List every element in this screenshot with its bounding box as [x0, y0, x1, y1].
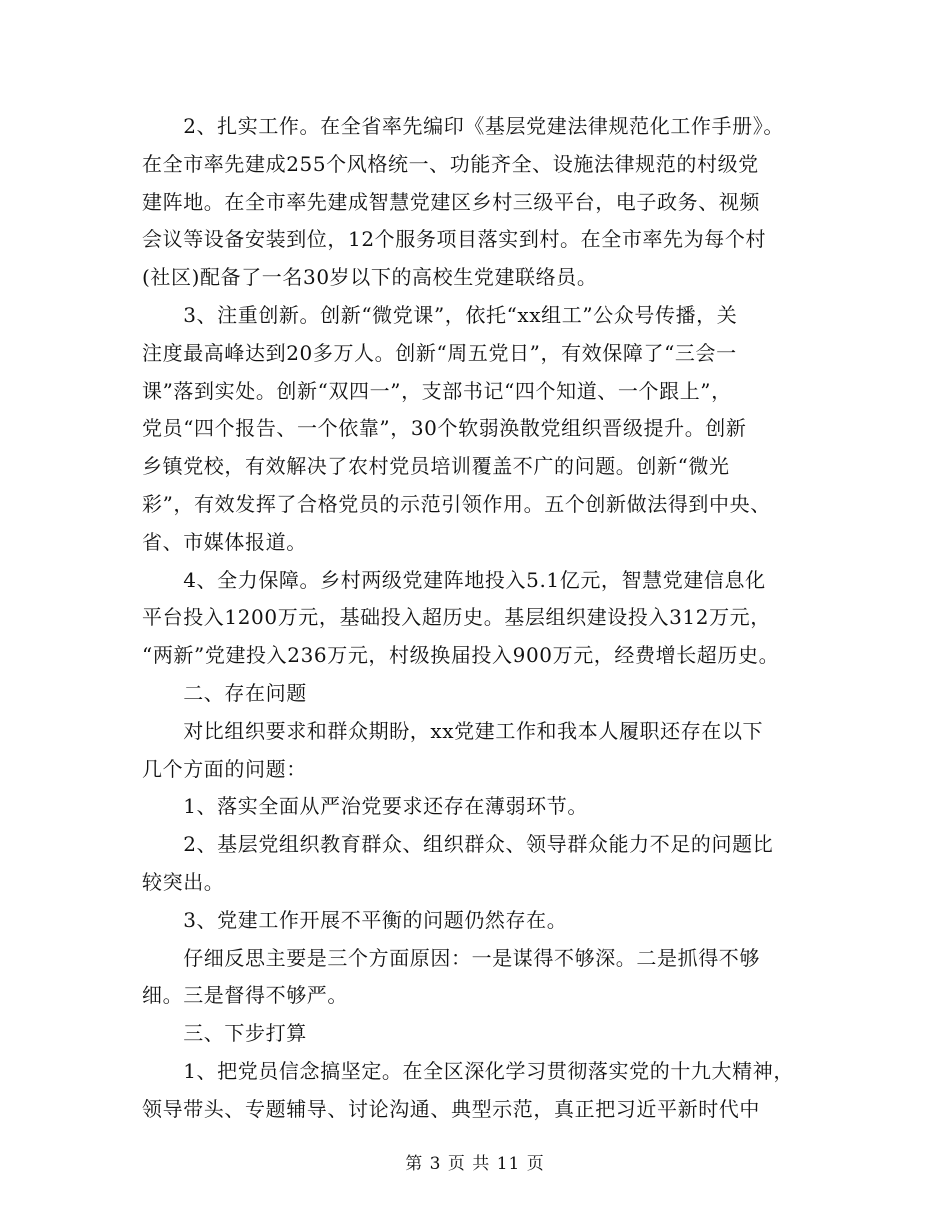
body-line: 省、市媒体报道。 [142, 529, 307, 554]
body-line: “两新”党建投入236万元，村级换届投入900万元，经费增长超历史。 [142, 643, 780, 668]
body-line: 对比组织要求和群众期盼，xx党建工作和我本人履职还存在以下 [142, 718, 764, 743]
body-line: 2、扎实工作。在全省率先编印《基层党建法律规范化工作手册》。 [142, 114, 784, 138]
body-line: 3、党建工作开展不平衡的问题仍然存在。 [142, 907, 568, 932]
body-line: 会议等设备安装到位，12个服务项目落实到村。在全市率先为每个村 [142, 227, 767, 252]
document-body [142, 108, 832, 1129]
body-line: 建阵地。在全市率先建成智慧党建区乡村三级平台，电子政务、视频 [142, 189, 760, 214]
page-footer [0, 1152, 950, 1176]
section-heading: 二、存在问题 [142, 680, 307, 705]
body-line: 几个方面的问题： [142, 756, 307, 781]
body-line: 4、全力保障。乡村两级党建阵地投入5.1亿元，智慧党建信息化 [142, 567, 766, 592]
body-line: 注度最高峰达到20多万人。创新“周五党日”，有效保障了“三会一 [142, 340, 737, 365]
body-line: (社区)配备了一名30岁以下的高校生党建联络员。 [142, 265, 598, 290]
body-line: 乡镇党校，有效解决了农村党员培训覆盖不广的问题。创新“微光 [142, 454, 730, 479]
body-line: 课”落到实处。创新“双四一”，支部书记“四个知道、一个跟上”， [142, 378, 732, 403]
body-line: 1、把党员信念搞坚定。在全区深化学习贯彻落实党的十九大精神， [142, 1058, 794, 1083]
body-line: 仔细反思主要是三个方面原因：一是谋得不够深。二是抓得不够 [142, 945, 760, 970]
body-line: 较突出。 [142, 869, 225, 894]
body-line: 2、基层党组织教育群众、组织群众、领导群众能力不足的问题比 [142, 832, 774, 857]
body-line: 领导带头、专题辅导、讨论沟通、典型示范，真正把习近平新时代中 [142, 1096, 760, 1121]
body-line: 1、落实全面从严治党要求还存在薄弱环节。 [142, 794, 588, 819]
section-heading: 三、下步打算 [142, 1021, 307, 1046]
body-line: 党员“四个报告、一个依靠”，30个软弱涣散党组织晋级提升。创新 [142, 416, 747, 441]
body-line: 彩”，有效发挥了合格党员的示范引领作用。五个创新做法得到中央、 [142, 491, 771, 516]
page-number-label: 第 3 页 共 11 页 [405, 1154, 545, 1174]
body-line: 细。三是督得不够严。 [142, 983, 348, 1008]
body-line: 平台投入1200万元，基础投入超历史。基层组织建设投入312万元， [142, 605, 771, 630]
body-line: 在全市率先建成255个风格统一、功能齐全、设施法律规范的村级党 [142, 151, 759, 176]
body-line: 3、注重创新。创新“微党课”，依托“xx组工”公众号传播，关 [142, 302, 738, 327]
